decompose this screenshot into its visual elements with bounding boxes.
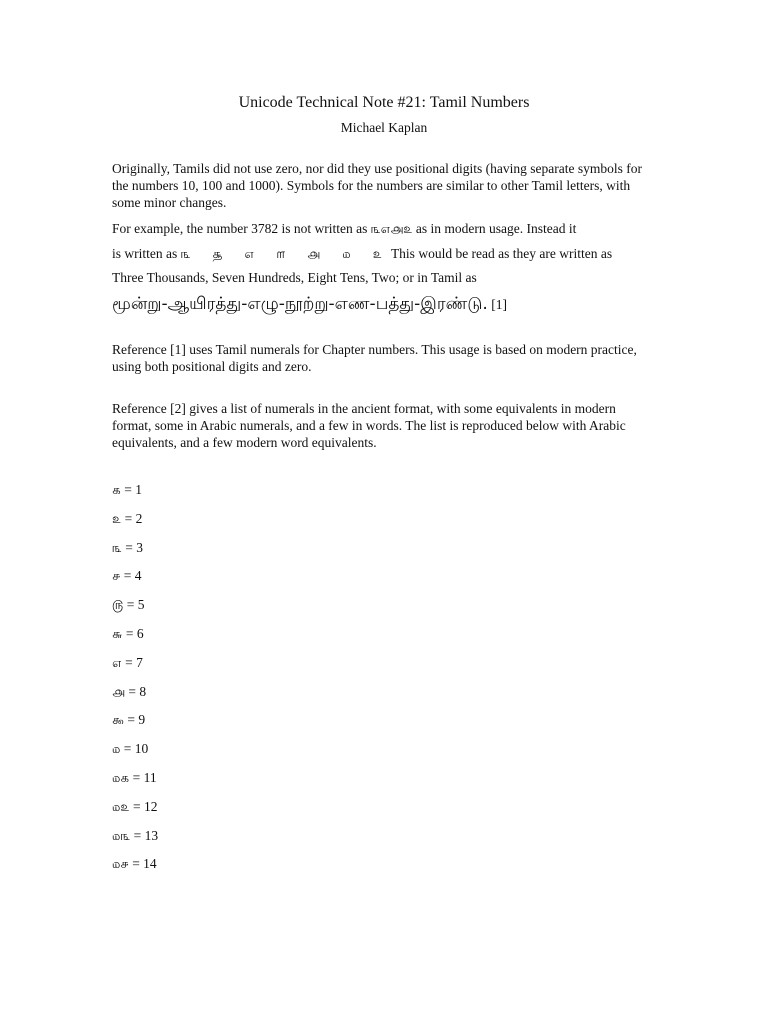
numeral-value: = 6 xyxy=(122,625,144,641)
numeral-list xyxy=(112,479,158,882)
example-line-3: Three Thousands, Seven Hundreds, Eight Tens, Two; or in Tamil as xyxy=(112,270,477,285)
numeral-symbol: ௫ xyxy=(112,598,124,614)
intro-paragraph: Originally, Tamils did not use zero, nor did they use positional digits (having separate symbols for the numbers 10, 100 and 1000). Symbols for the numbers are similar to other Tamil letters, with some minor changes. xyxy=(112,161,642,210)
example-line-1-prefix: For example, the number 3782 is not written as xyxy=(112,221,371,236)
numeral-symbol: ௩ xyxy=(112,540,122,556)
tamil-modern-number: ௩௭௮௨ xyxy=(370,222,413,237)
numeral-value: = 4 xyxy=(120,568,142,584)
numeral-symbol: ௯ xyxy=(112,713,125,729)
numeral-value: = 3 xyxy=(121,539,144,555)
document-author: Michael Kaplan xyxy=(340,120,428,135)
list-item xyxy=(112,738,158,767)
document-title: Unicode Technical Note #21: Tamil Numbers xyxy=(238,94,530,111)
numeral-value: = 2 xyxy=(121,510,143,526)
numeral-symbol: ௮ xyxy=(112,684,125,700)
list-item xyxy=(112,594,158,623)
numeral-symbol: ௬ xyxy=(112,626,123,642)
numeral-symbol: ௰ xyxy=(112,742,121,758)
numeral-symbol: ௨ xyxy=(112,511,122,527)
numeral-value: = 13 xyxy=(130,827,159,843)
example-line-2 xyxy=(112,244,612,265)
numeral-value: = 1 xyxy=(120,482,143,497)
example-line-2-suffix: This would be read as they are written as xyxy=(390,246,613,261)
reference-1-paragraph: Reference [1] uses Tamil numerals for Chapter numbers. This usage is based on modern practice, using both positional digits and zero. xyxy=(112,342,637,374)
example-line-1 xyxy=(112,219,576,240)
list-item xyxy=(112,709,158,738)
numeral-symbol: ௰௪ xyxy=(112,857,129,873)
list-item xyxy=(112,767,158,796)
numeral-value: = 9 xyxy=(124,712,146,728)
numeral-value: = 12 xyxy=(129,798,158,814)
numeral-symbol: ௰௨ xyxy=(112,799,130,815)
reference-marker: [1] xyxy=(487,297,507,312)
tamil-number-in-words: மூன்று-ஆயிரத்து-எழு-நூற்று-எண-பத்து-இரண்டு. xyxy=(112,294,488,314)
numeral-symbol: ௧ xyxy=(112,483,121,498)
numeral-value: = 7 xyxy=(121,654,143,670)
list-item xyxy=(112,853,158,882)
numeral-value: = 8 xyxy=(124,683,147,699)
list-item xyxy=(112,565,158,594)
list-item xyxy=(112,796,158,825)
numeral-symbol: ௭ xyxy=(112,655,122,671)
numeral-value: = 14 xyxy=(128,856,157,872)
numeral-value: = 11 xyxy=(129,769,157,785)
example-line-4 xyxy=(112,294,507,315)
list-item xyxy=(112,652,158,681)
list-item xyxy=(112,825,158,854)
tamil-ancient-number: ௩ ௲ ௭ ௱ ௮ ௰ ௨ xyxy=(180,247,391,262)
numeral-symbol: ௰௩ xyxy=(112,828,131,844)
list-item xyxy=(112,537,158,566)
list-item xyxy=(112,508,158,537)
example-line-2-prefix: is written as xyxy=(112,246,181,261)
list-item xyxy=(112,681,158,710)
list-item xyxy=(112,479,158,508)
numeral-value: = 10 xyxy=(120,741,149,757)
numeral-symbol: ௪ xyxy=(112,569,121,585)
example-line-1-suffix: as in modern usage. Instead it xyxy=(412,221,577,236)
list-item xyxy=(112,623,158,652)
numeral-value: = 5 xyxy=(123,597,145,613)
reference-2-paragraph: Reference [2] gives a list of numerals in the ancient format, with some equivalents in modern format, some in Arabic numerals, and a few in words. The list is reproduced below with Arabic equivalents, and a few modern word equivalents. xyxy=(112,401,626,450)
numeral-symbol: ௰௧ xyxy=(112,770,130,786)
